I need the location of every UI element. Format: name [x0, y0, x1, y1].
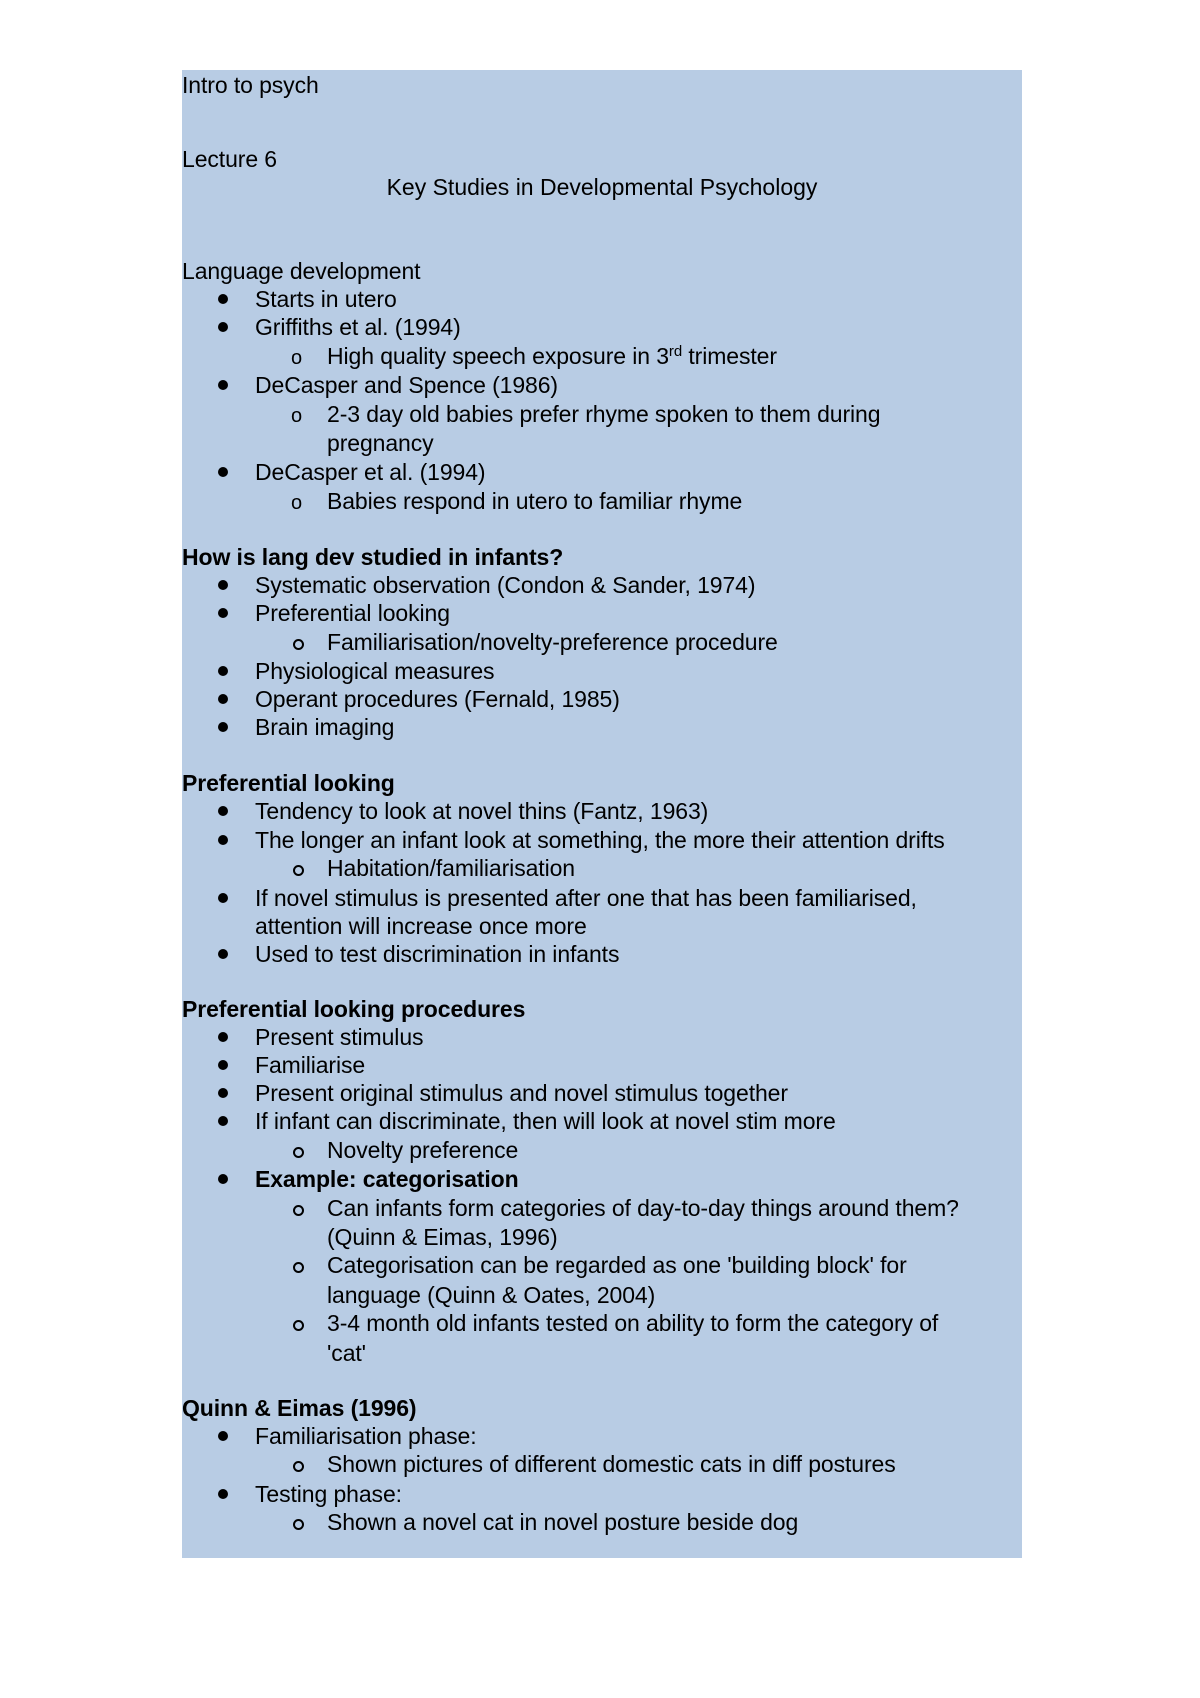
sub-bullet-icon: o: [291, 347, 303, 369]
list-item-continuation: attention will increase once more: [255, 913, 587, 939]
page-title: Key Studies in Developmental Psychology: [386, 174, 818, 200]
list-item: Familiarisation phase:: [255, 1423, 477, 1449]
list-item: If novel stimulus is presented after one that has been familiarised,: [255, 885, 917, 911]
bullet-icon: [218, 835, 228, 845]
bullet-icon: [218, 806, 228, 816]
list-item: Systematic observation (Condon & Sander, 1974): [255, 572, 756, 598]
bullet-icon: [218, 722, 228, 732]
list-item: Present stimulus: [255, 1024, 424, 1050]
list-item: Shown a novel cat in novel posture beside dog: [327, 1509, 799, 1535]
list-item: DeCasper et al. (1994): [255, 459, 486, 485]
bullet-icon: [218, 580, 228, 590]
ring-bullet-icon: [293, 639, 304, 650]
list-item: Babies respond in utero to familiar rhyme: [327, 488, 743, 514]
list-item: Novelty preference: [327, 1137, 519, 1163]
list-item: Familiarise: [255, 1052, 366, 1078]
list-item: Testing phase:: [255, 1481, 402, 1507]
bullet-icon: [218, 694, 228, 704]
sub-bullet-icon: o: [291, 405, 303, 427]
list-item: Example: categorisation: [255, 1166, 519, 1192]
list-item-continuation: language (Quinn & Oates, 2004): [327, 1282, 656, 1308]
bullet-icon: [218, 467, 228, 477]
list-item: 2-3 day old babies prefer rhyme spoken to them during: [327, 401, 881, 427]
list-item: DeCasper and Spence (1986): [255, 372, 558, 398]
list-item-continuation: 'cat': [327, 1340, 366, 1366]
section-heading-quinn: Quinn & Eimas (1996): [182, 1395, 417, 1421]
list-item: Habitation/familiarisation: [327, 855, 575, 881]
list-item: 3-4 month old infants tested on ability to form the category of: [327, 1310, 939, 1336]
list-item: Griffiths et al. (1994): [255, 314, 461, 340]
bullet-icon: [218, 666, 228, 676]
course-name: Intro to psych: [182, 72, 319, 98]
list-item: Categorisation can be regarded as one 'building block' for: [327, 1252, 907, 1278]
list-item: Starts in utero: [255, 286, 397, 312]
list-item-continuation: pregnancy: [327, 430, 434, 456]
ring-bullet-icon: [293, 865, 304, 876]
list-item: Familiarisation/novelty-preference procedure: [327, 629, 778, 655]
ring-bullet-icon: [293, 1205, 304, 1216]
list-item: Physiological measures: [255, 658, 495, 684]
bullet-icon: [218, 1032, 228, 1042]
section-heading-studied: How is lang dev studied in infants?: [182, 544, 564, 570]
ring-bullet-icon: [293, 1461, 304, 1472]
bullet-icon: [218, 1174, 228, 1184]
lecture-number: Lecture 6: [182, 146, 277, 172]
bullet-icon: [218, 1489, 228, 1499]
bullet-icon: [218, 322, 228, 332]
list-item: Shown pictures of different domestic cats in diff postures: [327, 1451, 896, 1477]
bullet-icon: [218, 294, 228, 304]
ring-bullet-icon: [293, 1262, 304, 1273]
bullet-icon: [218, 1088, 228, 1098]
sub-bullet-icon: o: [291, 492, 303, 514]
bullet-icon: [218, 1116, 228, 1126]
bullet-icon: [218, 893, 228, 903]
ring-bullet-icon: [293, 1147, 304, 1158]
bullet-icon: [218, 380, 228, 390]
bullet-icon: [218, 608, 228, 618]
list-item: If infant can discriminate, then will look at novel stim more: [255, 1108, 836, 1134]
list-item: Brain imaging: [255, 714, 395, 740]
list-item: Used to test discrimination in infants: [255, 941, 620, 967]
list-item: Operant procedures (Fernald, 1985): [255, 686, 620, 712]
list-item: High quality speech exposure in 3rd trimester: [327, 343, 777, 369]
bullet-icon: [218, 1060, 228, 1070]
section-heading-procedures: Preferential looking procedures: [182, 996, 526, 1022]
bullet-icon: [218, 1431, 228, 1441]
section-heading-preferential: Preferential looking: [182, 770, 395, 796]
list-item-continuation: (Quinn & Eimas, 1996): [327, 1224, 558, 1250]
list-item: Tendency to look at novel thins (Fantz, 1963): [255, 798, 709, 824]
ring-bullet-icon: [293, 1320, 304, 1331]
ring-bullet-icon: [293, 1519, 304, 1530]
bullet-icon: [218, 949, 228, 959]
list-item: Can infants form categories of day-to-day things around them?: [327, 1195, 959, 1221]
list-item: Preferential looking: [255, 600, 450, 626]
section-heading-language: Language development: [182, 258, 421, 284]
list-item: Present original stimulus and novel stimulus together: [255, 1080, 788, 1106]
list-item: The longer an infant look at something, the more their attention drifts: [255, 827, 945, 853]
